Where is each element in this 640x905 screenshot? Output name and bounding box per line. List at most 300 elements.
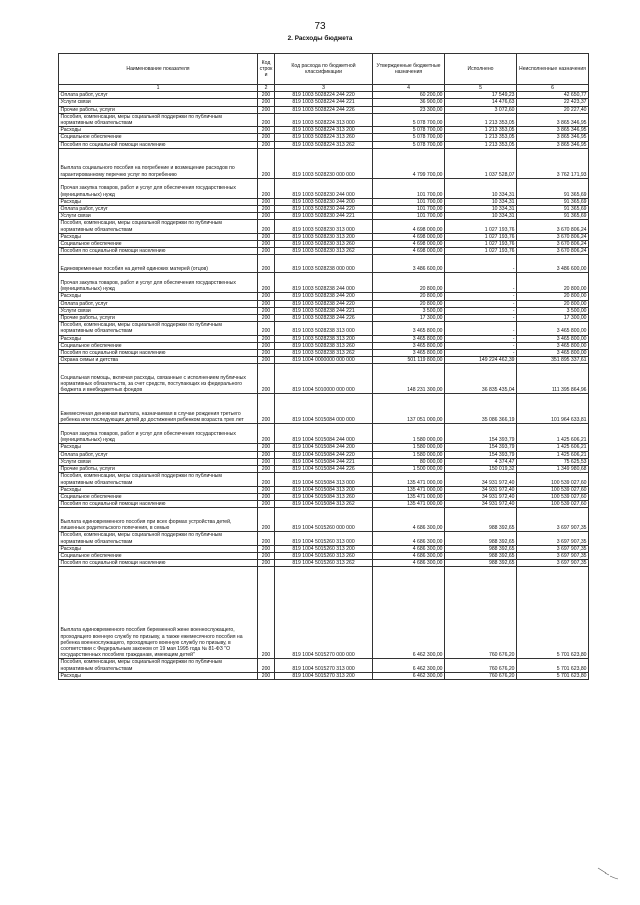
- row-classification-code-cell: 819 1004 5015084 244 221: [275, 458, 373, 465]
- row-executed-cell: 1 027 193,76: [445, 220, 517, 233]
- row-classification-code-cell: 819 1004 5015270 000 000: [275, 567, 373, 659]
- row-classification-code-cell: 819 1004 5015084 313 200: [275, 486, 373, 493]
- row-name-cell: Прочие работы, услуги: [59, 106, 258, 113]
- row-unexecuted-cell: 91 365,69: [517, 206, 589, 213]
- row-executed-cell: 36 835 435,04: [445, 364, 517, 394]
- row-executed-cell: 14 476,63: [445, 99, 517, 106]
- row-executed-cell: 149 224 462,39: [445, 357, 517, 364]
- row-unexecuted-cell: 3 865 346,95: [517, 127, 589, 134]
- table-row: [59, 532, 589, 545]
- row-line-code-cell: 200: [258, 458, 275, 465]
- table-row: [59, 335, 589, 342]
- row-unexecuted-cell: 3 697 907,35: [517, 552, 589, 559]
- row-line-code-cell: 200: [258, 113, 275, 126]
- row-approved-cell: 3 465 800,00: [373, 335, 445, 342]
- table-row: [59, 560, 589, 567]
- column-number: 6: [517, 85, 589, 92]
- table-row: [59, 545, 589, 552]
- row-unexecuted-cell: 3 465 800,00: [517, 322, 589, 335]
- table-header-row: [59, 54, 589, 85]
- row-unexecuted-cell: 5 701 623,80: [517, 659, 589, 672]
- table-row: [59, 92, 589, 99]
- row-line-code-cell: 200: [258, 315, 275, 322]
- row-classification-code-cell: 819 1003 5028238 244 220: [275, 300, 373, 307]
- row-executed-cell: -: [445, 273, 517, 293]
- row-executed-cell: 34 931 972,40: [445, 486, 517, 493]
- column-number: 3: [275, 85, 373, 92]
- row-approved-cell: 4 686 300,00: [373, 560, 445, 567]
- row-line-code-cell: 200: [258, 501, 275, 508]
- table-row: [59, 113, 589, 126]
- row-name-cell: Оплата работ, услуг: [59, 206, 258, 213]
- row-classification-code-cell: 819 1003 5028224 313 260: [275, 134, 373, 141]
- row-executed-cell: -: [445, 322, 517, 335]
- row-executed-cell: 760 676,20: [445, 659, 517, 672]
- row-classification-code-cell: 819 1004 5015260 000 000: [275, 508, 373, 532]
- row-name-cell: Пособия, компенсации, меры социальной поддержки по публичным нормативным обязательствам: [59, 113, 258, 126]
- table-row: [59, 255, 589, 273]
- table-row: [59, 444, 589, 451]
- row-name-cell: Пособия, компенсации, меры социальной поддержки по публичным нормативным обязательствам: [59, 532, 258, 545]
- page-number: 73: [314, 21, 326, 32]
- table-row: [59, 198, 589, 205]
- row-unexecuted-cell: 3 865 346,95: [517, 113, 589, 126]
- row-name-cell: Услуги связи: [59, 213, 258, 220]
- table-row: [59, 148, 589, 178]
- row-unexecuted-cell: 3 697 907,35: [517, 560, 589, 567]
- row-classification-code-cell: 819 1004 5015084 313 000: [275, 473, 373, 486]
- row-approved-cell: 17 300,00: [373, 315, 445, 322]
- table-row: [59, 350, 589, 357]
- row-executed-cell: 35 086 366,19: [445, 394, 517, 424]
- row-classification-code-cell: 819 1004 5015084 244 200: [275, 444, 373, 451]
- row-line-code-cell: 200: [258, 220, 275, 233]
- row-unexecuted-cell: 3 865 346,95: [517, 134, 589, 141]
- row-executed-cell: -: [445, 335, 517, 342]
- row-classification-code-cell: 819 1003 5028238 313 262: [275, 350, 373, 357]
- column-number: 2: [258, 85, 275, 92]
- table-row: [59, 206, 589, 213]
- row-name-cell: Пособия по социальной помощи населению: [59, 350, 258, 357]
- row-name-cell: Прочая закупка товаров, работ и услуг для обеспечения государственных (муниципальных) нужд: [59, 178, 258, 198]
- row-name-cell: Услуги связи: [59, 458, 258, 465]
- table-row: [59, 213, 589, 220]
- row-executed-cell: 34 931 972,40: [445, 493, 517, 500]
- row-name-cell: Социальное обеспечение: [59, 342, 258, 349]
- row-executed-cell: -: [445, 293, 517, 300]
- row-name-cell: Расходы: [59, 486, 258, 493]
- row-approved-cell: 4 686 300,00: [373, 508, 445, 532]
- row-classification-code-cell: 819 1003 5028230 244 000: [275, 178, 373, 198]
- row-line-code-cell: 200: [258, 241, 275, 248]
- row-approved-cell: 20 800,00: [373, 300, 445, 307]
- row-executed-cell: 10 334,31: [445, 198, 517, 205]
- row-name-cell: Социальное обеспечение: [59, 134, 258, 141]
- row-approved-cell: 4 698 000,00: [373, 248, 445, 255]
- row-approved-cell: 1 580 000,00: [373, 424, 445, 444]
- row-unexecuted-cell: 91 365,69: [517, 178, 589, 198]
- row-executed-cell: 10 334,31: [445, 178, 517, 198]
- row-unexecuted-cell: 91 365,69: [517, 198, 589, 205]
- row-name-cell: Прочая закупка товаров, работ и услуг для обеспечения государственных (муниципальных) нужд: [59, 424, 258, 444]
- row-unexecuted-cell: 3 486 600,00: [517, 255, 589, 273]
- row-executed-cell: -: [445, 307, 517, 314]
- row-name-cell: Расходы: [59, 198, 258, 205]
- row-approved-cell: 3 465 800,00: [373, 350, 445, 357]
- row-classification-code-cell: 819 1003 5028238 313 000: [275, 322, 373, 335]
- row-line-code-cell: 200: [258, 473, 275, 486]
- row-approved-cell: 4 686 300,00: [373, 552, 445, 559]
- row-name-cell: Пособия, компенсации, меры социальной поддержки по публичным нормативным обязательствам: [59, 473, 258, 486]
- row-unexecuted-cell: 3 465 800,00: [517, 342, 589, 349]
- row-unexecuted-cell: 3 697 907,35: [517, 508, 589, 532]
- row-name-cell: Прочие работы, услуги: [59, 466, 258, 473]
- row-line-code-cell: 200: [258, 248, 275, 255]
- row-name-cell: Выплата социального пособия на погребение и возмещение расходов по гарантированному перечню услуг по погребению: [59, 148, 258, 178]
- row-classification-code-cell: 819 1003 5028230 313 262: [275, 248, 373, 255]
- table-row: [59, 486, 589, 493]
- row-approved-cell: 135 471 000,00: [373, 473, 445, 486]
- table-row: [59, 127, 589, 134]
- row-unexecuted-cell: 100 539 027,60: [517, 473, 589, 486]
- row-line-code-cell: 200: [258, 486, 275, 493]
- budget-expenses-table: [58, 53, 589, 680]
- row-executed-cell: -: [445, 315, 517, 322]
- row-line-code-cell: 200: [258, 350, 275, 357]
- row-name-cell: Пособия по социальной помощи населению: [59, 560, 258, 567]
- row-unexecuted-cell: 351 895 337,61: [517, 357, 589, 364]
- row-executed-cell: 34 931 972,40: [445, 501, 517, 508]
- row-executed-cell: 1 027 193,76: [445, 248, 517, 255]
- row-executed-cell: 10 334,31: [445, 213, 517, 220]
- row-unexecuted-cell: 3 697 907,35: [517, 545, 589, 552]
- row-classification-code-cell: 819 1003 5028230 313 260: [275, 241, 373, 248]
- header-budget-classification-code: Код расхода по бюджетной классификации: [275, 54, 373, 85]
- row-approved-cell: 4 698 000,00: [373, 233, 445, 240]
- row-classification-code-cell: 819 1003 5028224 313 200: [275, 127, 373, 134]
- row-line-code-cell: 200: [258, 567, 275, 659]
- row-unexecuted-cell: 42 650,77: [517, 92, 589, 99]
- table-row: [59, 322, 589, 335]
- row-unexecuted-cell: 100 539 027,60: [517, 486, 589, 493]
- row-line-code-cell: 200: [258, 545, 275, 552]
- row-line-code-cell: 200: [258, 451, 275, 458]
- pen-mark-icon: [597, 866, 619, 880]
- table-row: [59, 424, 589, 444]
- row-classification-code-cell: 819 1004 5015084 313 260: [275, 493, 373, 500]
- row-executed-cell: 1 027 193,76: [445, 241, 517, 248]
- row-name-cell: Социальная помощь, включая расходы, связанные с исполнением публичных нормативных обязательств, за счет средств, поступающих из федерального бюджета и внебюджетных фондов: [59, 364, 258, 394]
- row-executed-cell: 3 072,60: [445, 106, 517, 113]
- row-unexecuted-cell: 3 697 907,35: [517, 532, 589, 545]
- row-name-cell: Социальное обеспечение: [59, 241, 258, 248]
- row-executed-cell: -: [445, 342, 517, 349]
- row-executed-cell: -: [445, 350, 517, 357]
- row-classification-code-cell: 819 1003 5028238 000 000: [275, 255, 373, 273]
- row-name-cell: Охрана семьи и детства: [59, 357, 258, 364]
- row-executed-cell: 988 392,65: [445, 508, 517, 532]
- row-executed-cell: 154 393,79: [445, 424, 517, 444]
- row-classification-code-cell: 819 1003 5028224 244 220: [275, 92, 373, 99]
- row-line-code-cell: 200: [258, 92, 275, 99]
- row-unexecuted-cell: 3 465 800,00: [517, 350, 589, 357]
- row-line-code-cell: 200: [258, 178, 275, 198]
- row-approved-cell: 4 799 700,00: [373, 148, 445, 178]
- row-name-cell: Выплата единовременного пособия беременной жене военнослужащего, проходящего военную службу по призыву, а также ежемесячного пособия на ребенка военнослужащего, проходящего военную службу по призыву, в соответствии с Федеральным законом от 19 мая 1995 года № 81-ФЗ "О государственных пособиях гражданам, имеющим детей": [59, 567, 258, 659]
- row-approved-cell: 5 078 700,00: [373, 134, 445, 141]
- column-number-row: [59, 85, 589, 92]
- row-name-cell: Расходы: [59, 293, 258, 300]
- row-classification-code-cell: 819 1004 5015084 244 220: [275, 451, 373, 458]
- table-row: [59, 501, 589, 508]
- section-title: 2. Расходы бюджета: [287, 35, 353, 42]
- row-unexecuted-cell: 3 670 806,24: [517, 241, 589, 248]
- row-approved-cell: 1 500 000,00: [373, 466, 445, 473]
- table-row: [59, 248, 589, 255]
- row-classification-code-cell: 819 1003 5028230 313 000: [275, 220, 373, 233]
- table-row: [59, 233, 589, 240]
- row-classification-code-cell: 819 1003 5028230 244 200: [275, 198, 373, 205]
- row-executed-cell: 4 374,47: [445, 458, 517, 465]
- row-unexecuted-cell: 20 800,00: [517, 293, 589, 300]
- row-approved-cell: 4 698 000,00: [373, 220, 445, 233]
- row-unexecuted-cell: 101 964 633,81: [517, 394, 589, 424]
- table-row: [59, 141, 589, 148]
- row-line-code-cell: 200: [258, 198, 275, 205]
- row-classification-code-cell: 819 1004 5015084 244 000: [275, 424, 373, 444]
- row-unexecuted-cell: 100 539 027,60: [517, 493, 589, 500]
- row-name-cell: Пособия, компенсации, меры социальной поддержки по публичным нормативным обязательствам: [59, 659, 258, 672]
- row-line-code-cell: 200: [258, 560, 275, 567]
- table-row: [59, 493, 589, 500]
- table-row: [59, 99, 589, 106]
- row-line-code-cell: 200: [258, 99, 275, 106]
- table-row: [59, 672, 589, 679]
- row-classification-code-cell: 819 1003 5028230 244 220: [275, 206, 373, 213]
- row-name-cell: Пособия, компенсации, меры социальной поддержки по публичным нормативным обязательствам: [59, 322, 258, 335]
- row-approved-cell: 101 700,00: [373, 178, 445, 198]
- row-approved-cell: 4 686 300,00: [373, 545, 445, 552]
- table-row: [59, 307, 589, 314]
- row-approved-cell: 5 078 700,00: [373, 127, 445, 134]
- row-executed-cell: 760 676,20: [445, 672, 517, 679]
- row-classification-code-cell: 819 1004 5015084 000 000: [275, 394, 373, 424]
- row-approved-cell: 135 471 000,00: [373, 493, 445, 500]
- row-name-cell: Услуги связи: [59, 99, 258, 106]
- header-line-code: Код строк и: [258, 54, 275, 85]
- table-row: [59, 342, 589, 349]
- header-executed: Исполнено: [445, 54, 517, 85]
- row-approved-cell: 5 078 700,00: [373, 141, 445, 148]
- row-approved-cell: 137 051 000,00: [373, 394, 445, 424]
- row-unexecuted-cell: 1 349 980,68: [517, 466, 589, 473]
- row-approved-cell: 3 465 800,00: [373, 322, 445, 335]
- row-line-code-cell: 200: [258, 357, 275, 364]
- row-classification-code-cell: 819 1003 5028238 313 200: [275, 335, 373, 342]
- row-name-cell: Расходы: [59, 335, 258, 342]
- row-executed-cell: 988 392,65: [445, 552, 517, 559]
- table-row: [59, 659, 589, 672]
- row-approved-cell: 23 300,00: [373, 106, 445, 113]
- row-unexecuted-cell: 1 425 606,21: [517, 424, 589, 444]
- row-line-code-cell: 200: [258, 444, 275, 451]
- row-unexecuted-cell: 1 425 606,21: [517, 451, 589, 458]
- row-classification-code-cell: 819 1003 5028238 244 000: [275, 273, 373, 293]
- row-executed-cell: -: [445, 255, 517, 273]
- row-executed-cell: 1 213 353,05: [445, 113, 517, 126]
- row-executed-cell: 150 019,32: [445, 466, 517, 473]
- row-executed-cell: 988 392,65: [445, 532, 517, 545]
- row-name-cell: Ежемесячная денежная выплата, назначаемая в случае рождения третьего ребенка или последующих детей до достижения ребенком возраста трех лет: [59, 394, 258, 424]
- row-name-cell: Расходы: [59, 444, 258, 451]
- row-classification-code-cell: 819 1003 5028224 313 262: [275, 141, 373, 148]
- row-unexecuted-cell: 100 539 027,60: [517, 501, 589, 508]
- row-executed-cell: 154 393,79: [445, 444, 517, 451]
- row-unexecuted-cell: 17 300,00: [517, 315, 589, 322]
- column-number: 4: [373, 85, 445, 92]
- table-row: [59, 364, 589, 394]
- row-line-code-cell: 200: [258, 552, 275, 559]
- row-line-code-cell: 200: [258, 493, 275, 500]
- table-row: [59, 300, 589, 307]
- table-row: [59, 451, 589, 458]
- row-line-code-cell: 200: [258, 148, 275, 178]
- row-unexecuted-cell: 3 500,00: [517, 307, 589, 314]
- row-executed-cell: 988 392,65: [445, 545, 517, 552]
- row-line-code-cell: 200: [258, 424, 275, 444]
- row-approved-cell: 3 465 800,00: [373, 342, 445, 349]
- row-line-code-cell: 200: [258, 141, 275, 148]
- row-unexecuted-cell: 3 465 800,00: [517, 335, 589, 342]
- row-line-code-cell: 200: [258, 300, 275, 307]
- row-classification-code-cell: 819 1004 5015260 313 200: [275, 545, 373, 552]
- row-unexecuted-cell: 20 227,40: [517, 106, 589, 113]
- row-name-cell: Оплата работ, услуг: [59, 92, 258, 99]
- row-classification-code-cell: 819 1004 5015270 313 200: [275, 672, 373, 679]
- row-classification-code-cell: 819 1004 5015260 313 262: [275, 560, 373, 567]
- table-row: [59, 220, 589, 233]
- row-line-code-cell: 200: [258, 672, 275, 679]
- table-row: [59, 106, 589, 113]
- row-name-cell: Прочие работы, услуги: [59, 315, 258, 322]
- row-approved-cell: 6 462 300,00: [373, 672, 445, 679]
- header-indicator-name: Наименование показателя: [59, 54, 258, 85]
- row-line-code-cell: 200: [258, 335, 275, 342]
- row-name-cell: Прочая закупка товаров, работ и услуг для обеспечения государственных (муниципальных) нужд: [59, 273, 258, 293]
- row-classification-code-cell: 819 1003 5028238 313 260: [275, 342, 373, 349]
- row-line-code-cell: 200: [258, 364, 275, 394]
- row-classification-code-cell: 819 1003 5028230 000 000: [275, 148, 373, 178]
- row-line-code-cell: 200: [258, 233, 275, 240]
- row-classification-code-cell: 819 1003 5028224 313 000: [275, 113, 373, 126]
- row-name-cell: Выплата единовременного пособия при всех формах устройства детей, лишенных родительского попечения, в семью: [59, 508, 258, 532]
- row-name-cell: Расходы: [59, 233, 258, 240]
- row-unexecuted-cell: 5 701 623,80: [517, 672, 589, 679]
- row-executed-cell: 10 334,31: [445, 206, 517, 213]
- row-approved-cell: 6 462 300,00: [373, 659, 445, 672]
- row-approved-cell: 80 000,00: [373, 458, 445, 465]
- row-classification-code-cell: 819 1004 5015084 244 226: [275, 466, 373, 473]
- row-approved-cell: 6 462 300,00: [373, 567, 445, 659]
- row-unexecuted-cell: 111 395 864,96: [517, 364, 589, 394]
- row-line-code-cell: 200: [258, 508, 275, 532]
- row-approved-cell: 148 231 300,00: [373, 364, 445, 394]
- row-line-code-cell: 200: [258, 342, 275, 349]
- row-approved-cell: 4 686 300,00: [373, 532, 445, 545]
- row-executed-cell: 1 213 353,05: [445, 141, 517, 148]
- table-row: [59, 567, 589, 659]
- row-line-code-cell: 200: [258, 255, 275, 273]
- row-executed-cell: 1 027 193,76: [445, 233, 517, 240]
- row-unexecuted-cell: 5 701 623,80: [517, 567, 589, 659]
- row-line-code-cell: 200: [258, 532, 275, 545]
- row-name-cell: Единовременные пособия на детей одиноких матерей (отцов): [59, 255, 258, 273]
- row-name-cell: Оплата работ, услуг: [59, 300, 258, 307]
- table-row: [59, 466, 589, 473]
- row-approved-cell: 20 800,00: [373, 273, 445, 293]
- row-name-cell: Социальное обеспечение: [59, 493, 258, 500]
- row-name-cell: Социальное обеспечение: [59, 552, 258, 559]
- column-number: 1: [59, 85, 258, 92]
- row-executed-cell: 1 213 353,05: [445, 127, 517, 134]
- row-approved-cell: 101 700,00: [373, 198, 445, 205]
- row-name-cell: Услуги связи: [59, 307, 258, 314]
- row-name-cell: Пособия, компенсации, меры социальной поддержки по публичным нормативным обязательствам: [59, 220, 258, 233]
- row-classification-code-cell: 819 1003 5028224 244 221: [275, 99, 373, 106]
- row-classification-code-cell: 819 1004 5015084 313 262: [275, 501, 373, 508]
- row-approved-cell: 36 900,00: [373, 99, 445, 106]
- row-classification-code-cell: 819 1004 5015260 313 000: [275, 532, 373, 545]
- row-line-code-cell: 200: [258, 206, 275, 213]
- table-row: [59, 357, 589, 364]
- row-approved-cell: 60 200,00: [373, 92, 445, 99]
- row-line-code-cell: 200: [258, 466, 275, 473]
- row-line-code-cell: 200: [258, 106, 275, 113]
- row-unexecuted-cell: 20 800,00: [517, 273, 589, 293]
- table-row: [59, 178, 589, 198]
- row-unexecuted-cell: 91 365,69: [517, 213, 589, 220]
- row-executed-cell: 1 037 528,07: [445, 148, 517, 178]
- row-unexecuted-cell: 22 423,37: [517, 99, 589, 106]
- table-row: [59, 293, 589, 300]
- row-line-code-cell: 200: [258, 127, 275, 134]
- row-approved-cell: 135 471 000,00: [373, 486, 445, 493]
- table-row: [59, 315, 589, 322]
- row-executed-cell: 988 392,65: [445, 560, 517, 567]
- row-classification-code-cell: 819 1004 0000000 000 000: [275, 357, 373, 364]
- row-executed-cell: 17 549,23: [445, 92, 517, 99]
- row-line-code-cell: 200: [258, 134, 275, 141]
- row-unexecuted-cell: 20 800,00: [517, 300, 589, 307]
- row-approved-cell: 101 700,00: [373, 213, 445, 220]
- row-name-cell: Расходы: [59, 127, 258, 134]
- row-classification-code-cell: 819 1003 5028238 244 200: [275, 293, 373, 300]
- row-approved-cell: 1 580 000,00: [373, 444, 445, 451]
- table-row: [59, 552, 589, 559]
- row-line-code-cell: 200: [258, 394, 275, 424]
- table-row: [59, 458, 589, 465]
- row-unexecuted-cell: 3 670 806,24: [517, 220, 589, 233]
- row-classification-code-cell: 819 1003 5028230 244 221: [275, 213, 373, 220]
- table-row: [59, 273, 589, 293]
- row-executed-cell: 760 676,20: [445, 567, 517, 659]
- row-approved-cell: 501 119 800,00: [373, 357, 445, 364]
- row-unexecuted-cell: 75 625,53: [517, 458, 589, 465]
- row-line-code-cell: 200: [258, 322, 275, 335]
- row-line-code-cell: 200: [258, 659, 275, 672]
- row-executed-cell: 1 213 353,05: [445, 134, 517, 141]
- row-name-cell: Оплата работ, услуг: [59, 451, 258, 458]
